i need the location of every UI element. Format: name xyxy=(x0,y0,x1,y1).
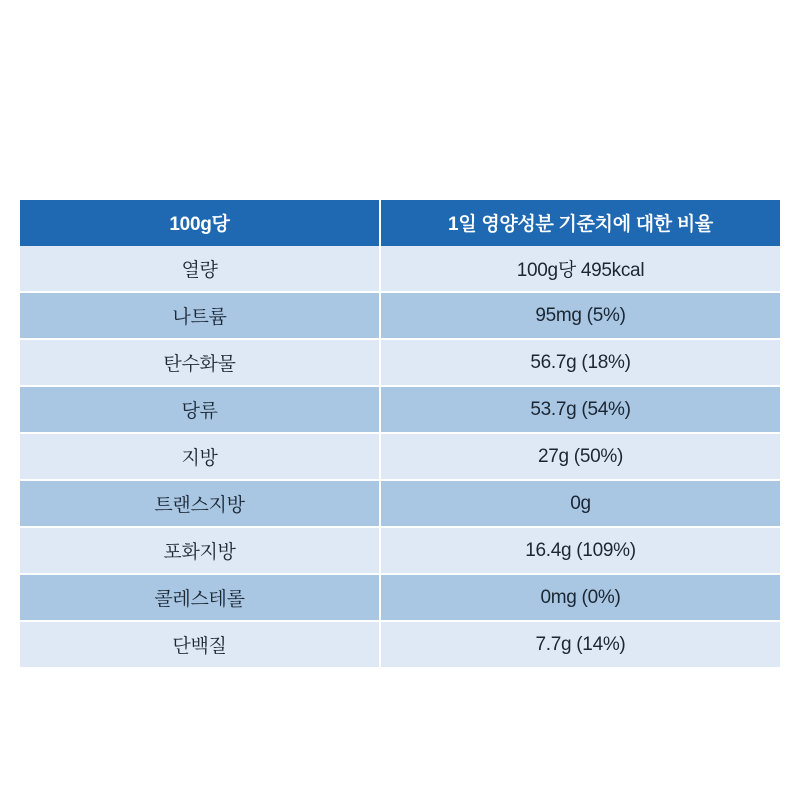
table-header-daily-value: 1일 영양성분 기준치에 대한 비율 xyxy=(380,200,780,246)
nutrient-value: 100g당 495kcal xyxy=(380,246,780,292)
table-row xyxy=(20,433,780,480)
nutrient-value: 0mg (0%) xyxy=(380,574,780,621)
table-row xyxy=(20,292,780,339)
table-row xyxy=(20,574,780,621)
nutrition-table-container xyxy=(20,200,780,667)
nutrient-value: 95mg (5%) xyxy=(380,292,780,339)
nutrient-value: 16.4g (109%) xyxy=(380,527,780,574)
nutrient-value: 53.7g (54%) xyxy=(380,386,780,433)
table-row xyxy=(20,621,780,667)
nutrient-label: 트랜스지방 xyxy=(20,480,380,527)
nutrient-value: 7.7g (14%) xyxy=(380,621,780,667)
table-header-serving: 100g당 xyxy=(20,200,380,246)
nutrient-label: 당류 xyxy=(20,386,380,433)
nutrient-label: 지방 xyxy=(20,433,380,480)
nutrient-label: 단백질 xyxy=(20,621,380,667)
table-row xyxy=(20,386,780,433)
table-header xyxy=(20,200,780,246)
nutrient-value: 56.7g (18%) xyxy=(380,339,780,386)
nutrient-label: 포화지방 xyxy=(20,527,380,574)
table-row xyxy=(20,246,780,292)
nutrient-label: 콜레스테롤 xyxy=(20,574,380,621)
nutrient-label: 나트륨 xyxy=(20,292,380,339)
table-row xyxy=(20,527,780,574)
table-body xyxy=(20,246,780,667)
nutrient-value: 0g xyxy=(380,480,780,527)
table-row xyxy=(20,480,780,527)
nutrient-label: 탄수화물 xyxy=(20,339,380,386)
nutrition-table xyxy=(20,200,780,667)
nutrient-label: 열량 xyxy=(20,246,380,292)
table-header-row xyxy=(20,200,780,246)
nutrient-value: 27g (50%) xyxy=(380,433,780,480)
table-row xyxy=(20,339,780,386)
